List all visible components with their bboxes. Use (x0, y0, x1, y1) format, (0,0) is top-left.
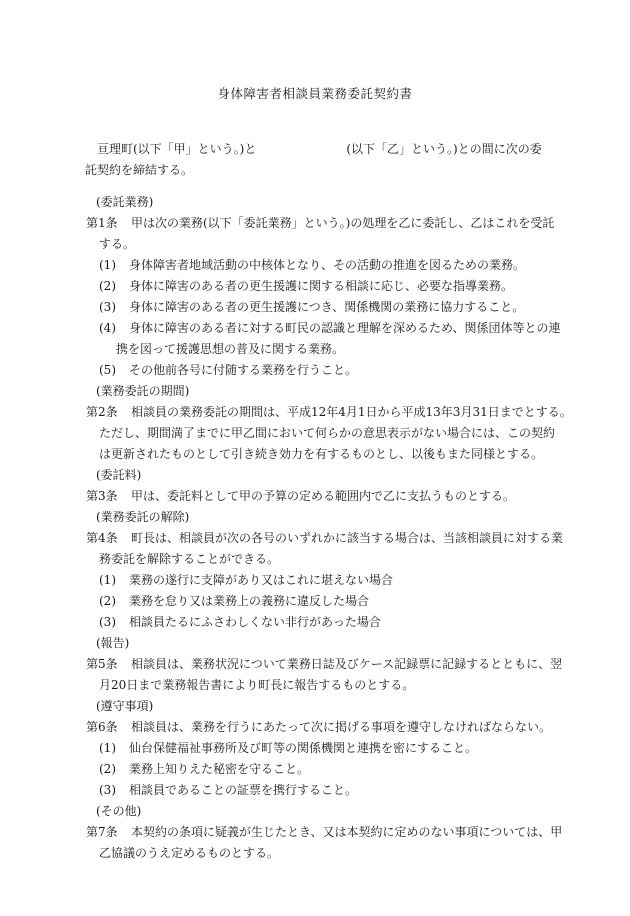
list-item (86, 318, 561, 339)
list-item (86, 570, 556, 591)
list-item (86, 759, 556, 780)
article-first-line (86, 654, 563, 675)
article (86, 213, 561, 381)
item-text: 業務を怠り又は業務上の義務に違反した場合 (129, 594, 370, 608)
article-text: 相談員は、業務を行うにあたって次に掲げる事項を遵守しなければならない。 (131, 720, 552, 734)
article-text-continuation: は更新されたものとして引き続き効力を有するものとし、以後もまた同様とする。 (99, 447, 544, 461)
section-heading: (委託業務) (96, 195, 154, 209)
list-item (86, 612, 556, 633)
item-text-continuation: 携を図って援護思想の普及に関する業務。 (116, 342, 345, 356)
intro-line-1 (85, 139, 555, 160)
article-first-line (86, 402, 572, 423)
article-text: 町長は、相談員が次の各号のいずれかに該当する場合は、当該相談員に対する業 (131, 531, 564, 545)
article-text: 相談員は、業務状況について業務日誌及びケース記録票に記録するとともに、翌 (131, 657, 563, 671)
list-item (86, 255, 556, 276)
item-text: 仙台保健福祉事務所及び町等の関係機関と連携を密にすること。 (129, 741, 478, 755)
article-text-continuation: する。 (99, 237, 136, 251)
list-item (86, 276, 556, 297)
article-number: 第5条 (86, 657, 118, 671)
item-text: 業務上知りえた秘密を守ること。 (129, 762, 310, 776)
article-text-continuation: 乙協議のうえ定めるものとする。 (99, 846, 280, 860)
item-text: 業務の遂行に支障があり又はこれに堪えない場合 (129, 573, 394, 587)
article-number: 第3条 (86, 489, 118, 503)
article-text: 本契約の条項に疑義が生じたとき、又は本契約に定めのない事項については、甲 (131, 825, 563, 839)
item-number: (1) (99, 258, 116, 272)
item-number: (3) (99, 615, 116, 629)
item-number: (2) (99, 279, 116, 293)
article-first-line (86, 822, 563, 843)
item-text: 身体に障害のある者の更生援護に関する相談に応じ、必要な指導業務。 (129, 279, 514, 293)
list-item (86, 297, 556, 318)
item-text: その他前各号に付随する業務を行うこと。 (129, 363, 358, 377)
list-item (86, 780, 556, 801)
article (86, 528, 564, 633)
article-number: 第7条 (86, 825, 118, 839)
article (86, 822, 563, 864)
section-heading: (業務委託の解除) (96, 510, 190, 524)
item-number: (2) (99, 762, 116, 776)
article-text-continuation: 務委託を解除することができる。 (99, 552, 280, 566)
section-heading: (遵守事項) (96, 699, 154, 713)
article-text: 甲は、委託料として甲の予算の定める範囲内で乙に支払うものとする。 (131, 489, 516, 503)
contract-body (86, 192, 572, 864)
list-item (86, 591, 556, 612)
article-first-line (86, 528, 564, 549)
item-text: 身体障害者地域活動の中核体となり、その活動の推進を図るための業務。 (129, 258, 526, 272)
item-text: 身体に障害のある者の更生援護につき、関係機関の業務に協力すること。 (129, 300, 525, 314)
intro-text-b: (以下「乙」という。)との間に次の委 (346, 142, 542, 156)
section-heading: (その他) (96, 804, 142, 818)
list-item (86, 360, 556, 381)
item-number: (1) (99, 573, 116, 587)
article-first-line (86, 717, 556, 738)
article-number: 第1条 (86, 216, 118, 230)
article-number: 第6条 (86, 720, 118, 734)
item-number: (2) (99, 594, 116, 608)
item-number: (3) (99, 783, 116, 797)
item-text: 身体に障害のある者に対する町民の認識と理解を深めるため、関係団体等との連 (129, 321, 561, 335)
intro-paragraph (85, 139, 555, 181)
item-text: 相談員であることの証票を携行すること。 (129, 783, 358, 797)
article-number: 第4条 (86, 531, 118, 545)
article (86, 654, 563, 696)
intro-text-a: 亘理町(以下「甲」という。)と (97, 142, 257, 156)
item-text: 相談員たるにふさわしくない非行があった場合 (129, 615, 381, 629)
item-number: (4) (99, 321, 116, 335)
item-number: (5) (99, 363, 116, 377)
article (86, 717, 556, 801)
article-first-line (86, 486, 556, 507)
article-first-line (86, 213, 556, 234)
article (86, 486, 556, 507)
section-heading: (報告) (96, 636, 130, 650)
intro-line-2: 託契約を締結する。 (85, 163, 194, 177)
document-title: 身体障害者相談員業務委託契約書 (217, 86, 413, 101)
item-number: (1) (99, 741, 116, 755)
section-heading: (委託料) (96, 468, 142, 482)
article-text: 甲は次の業務(以下「委託業務」という。)の処理を乙に委託し、乙はこれを受託 (131, 216, 555, 230)
article-number: 第2条 (86, 405, 118, 419)
list-item (86, 738, 556, 759)
article-text-continuation: ただし、期間満了までに甲乙間において何らかの意思表示がない場合には、この契約 (99, 426, 556, 440)
item-number: (3) (99, 300, 116, 314)
article-text-continuation: 月20日まで業務報告書により町長に報告するものとする。 (99, 678, 415, 692)
article-text: 相談員の業務委託の期間は、平成12年4月1日から平成13年3月31日までとする。 (131, 405, 572, 419)
article (86, 402, 572, 465)
section-heading: (業務委託の期間) (96, 384, 190, 398)
